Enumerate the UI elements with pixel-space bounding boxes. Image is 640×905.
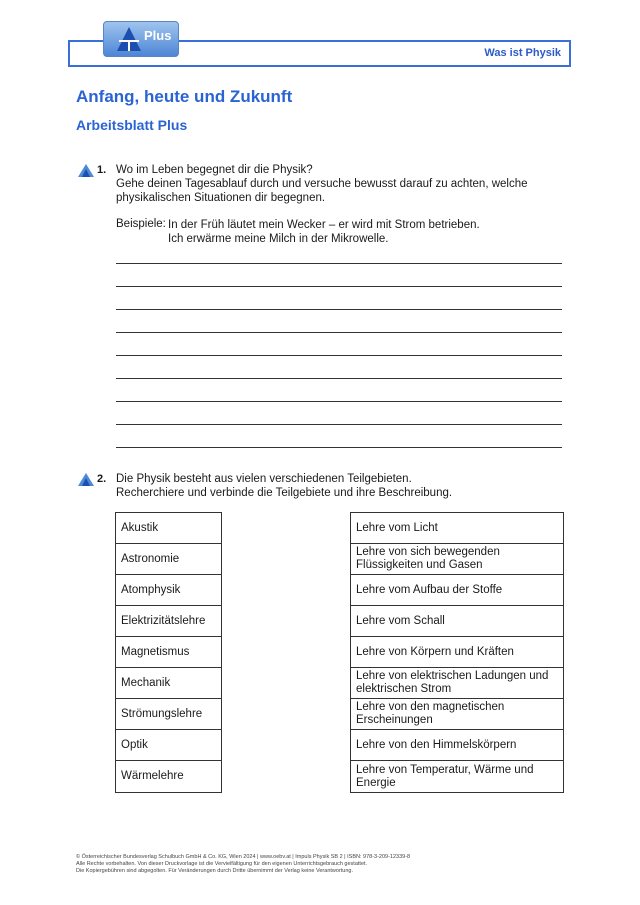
example-item: Ich erwärme meine Milch in der Mikrowelle. xyxy=(168,233,389,245)
header-title: Was ist Physik xyxy=(484,47,561,59)
task-2-line: Recherchiere und verbinde die Teilgebiete und ihre Beschreibung. xyxy=(116,487,453,499)
description-line: Lehre von den magnetischen xyxy=(356,701,505,713)
description-item[interactable] xyxy=(351,606,563,637)
task-2-text xyxy=(116,472,452,500)
description-item[interactable] xyxy=(351,513,563,544)
footer-line: Die Kopiergebühren sind abgegolten. Für Veränderungen durch Dritte übernimmt der Verlag keine Verantwortung. xyxy=(76,868,354,874)
task-2-number: 2. xyxy=(97,473,107,485)
subfield-item[interactable]: Strömungslehre xyxy=(116,699,221,730)
description-item[interactable] xyxy=(351,730,563,761)
plus-logo xyxy=(103,21,179,57)
description-line: Lehre von sich bewegenden xyxy=(356,546,500,558)
task-1-line: Gehe deinen Tagesablauf durch und versuche bewusst darauf zu achten, welche xyxy=(116,178,528,190)
task-triangle-icon xyxy=(78,164,94,177)
description-item[interactable] xyxy=(351,668,563,699)
subfield-item[interactable]: Optik xyxy=(116,730,221,761)
footer-line: Alle Rechte vorbehalten. Von dieser Druckvorlage ist die Vervielfältigung für den eigenen Unterrichtsgebrauch gestattet. xyxy=(76,861,368,867)
page-title: Anfang, heute und Zukunft xyxy=(76,87,293,106)
subfield-item[interactable]: Mechanik xyxy=(116,668,221,699)
page-subtitle: Arbeitsblatt Plus xyxy=(76,117,188,133)
description-item[interactable] xyxy=(351,544,563,575)
answer-line[interactable] xyxy=(116,332,562,333)
answer-line[interactable] xyxy=(116,286,562,287)
logo-text: Plus xyxy=(144,28,172,43)
answer-line[interactable] xyxy=(116,263,562,264)
task-1-line: physikalischen Situationen dir begegnen. xyxy=(116,192,326,204)
task-1-line: Wo im Leben begegnet dir die Physik? xyxy=(116,164,313,176)
example-label: Beispiele: xyxy=(116,218,166,230)
subfield-item[interactable]: Wärmelehre xyxy=(121,770,184,782)
description-line: Lehre vom Schall xyxy=(356,614,445,627)
description-line: Lehre vom Aufbau der Stoffe xyxy=(356,583,503,596)
description-line: Erscheinungen xyxy=(356,714,433,726)
description-line: Lehre von den Himmelskörpern xyxy=(356,738,517,751)
description-line: Lehre von elektrischen Ladungen und xyxy=(356,670,549,682)
description-item[interactable] xyxy=(351,575,563,606)
subfield-item[interactable]: Astronomie xyxy=(116,544,221,575)
footer xyxy=(76,854,410,875)
description-line: Lehre vom Licht xyxy=(356,521,438,534)
answer-line[interactable] xyxy=(116,447,562,448)
description-list xyxy=(350,512,564,793)
answer-line[interactable] xyxy=(116,378,562,379)
description-line: Lehre von Temperatur, Wärme und xyxy=(356,763,534,776)
description-line: Lehre von Körpern und Kräften xyxy=(356,645,514,658)
description-item[interactable] xyxy=(351,637,563,668)
description-item[interactable] xyxy=(351,761,563,792)
subfield-item[interactable]: Elektrizitätslehre xyxy=(116,606,221,637)
task-1-number: 1. xyxy=(97,164,107,176)
triangle-logo-icon xyxy=(116,26,142,52)
subfield-item[interactable]: Atomphysik xyxy=(116,575,221,606)
task-triangle-icon xyxy=(78,473,94,486)
footer-line: © Österreichischer Bundesverlag Schulbuch GmbH & Co. KG, Wien 2024 | www.oebv.at | Impuls Physik SB 2 | ISBN: 978-3-209-12339-8 xyxy=(76,854,411,860)
description-line: Flüssigkeiten und Gasen xyxy=(356,559,483,571)
example-list xyxy=(168,218,480,246)
answer-line[interactable] xyxy=(116,355,562,356)
subfield-list xyxy=(115,512,222,793)
description-line: elektrischen Strom xyxy=(356,683,452,695)
answer-line[interactable] xyxy=(116,401,562,402)
subfield-item[interactable]: Magnetismus xyxy=(116,637,221,668)
task-2-line: Die Physik besteht aus vielen verschiedenen Teilgebieten. xyxy=(116,473,412,485)
answer-line[interactable] xyxy=(116,309,562,310)
description-item[interactable] xyxy=(351,699,563,730)
subfield-item[interactable]: Akustik xyxy=(116,513,221,544)
example-item: In der Früh läutet mein Wecker – er wird mit Strom betrieben. xyxy=(168,219,480,231)
description-line: Energie xyxy=(356,776,396,789)
answer-line[interactable] xyxy=(116,424,562,425)
task-1-text xyxy=(116,163,528,205)
